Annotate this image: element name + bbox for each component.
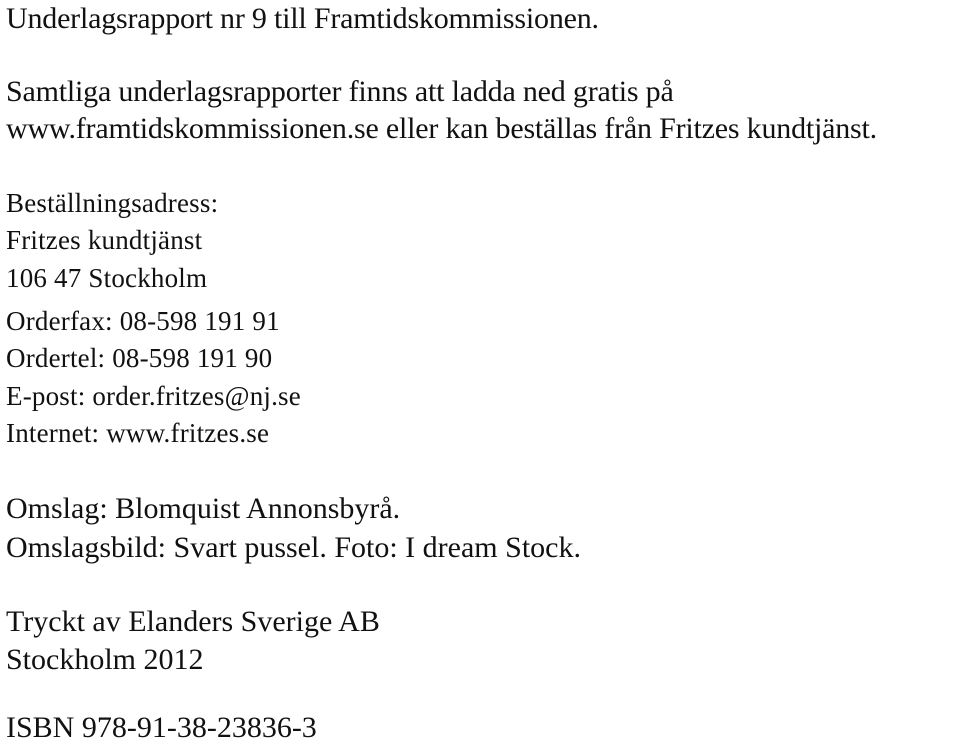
order-email: E-post: order.fritzes@nj.se bbox=[6, 381, 301, 411]
order-postal-address: 106 47 Stockholm bbox=[6, 263, 208, 293]
order-address-heading: Beställningsadress: bbox=[6, 188, 219, 218]
order-phone: Ordertel: 08-598 191 90 bbox=[6, 343, 273, 373]
download-info-line: Samtliga underlagsrapporter finns att ladda ned gratis på bbox=[6, 75, 674, 108]
report-title-line: Underlagsrapport nr 9 till Framtidskommissionen. bbox=[6, 2, 599, 35]
website-order-line: www.framtidskommissionen.se eller kan beställas från Fritzes kundtjänst. bbox=[6, 112, 877, 145]
order-company-name: Fritzes kundtjänst bbox=[6, 225, 203, 255]
order-website: Internet: www.fritzes.se bbox=[6, 418, 270, 448]
order-fax: Orderfax: 08-598 191 91 bbox=[6, 306, 280, 336]
printer-credit: Tryckt av Elanders Sverige AB bbox=[6, 605, 380, 638]
cover-credit: Omslag: Blomquist Annonsbyrå. bbox=[6, 492, 401, 525]
colophon-page bbox=[6, 0, 956, 751]
print-place-year: Stockholm 2012 bbox=[6, 643, 204, 676]
isbn-number: ISBN 978-91-38-23836-3 bbox=[6, 711, 317, 744]
cover-photo-credit: Omslagsbild: Svart pussel. Foto: I dream Stock. bbox=[6, 531, 581, 564]
